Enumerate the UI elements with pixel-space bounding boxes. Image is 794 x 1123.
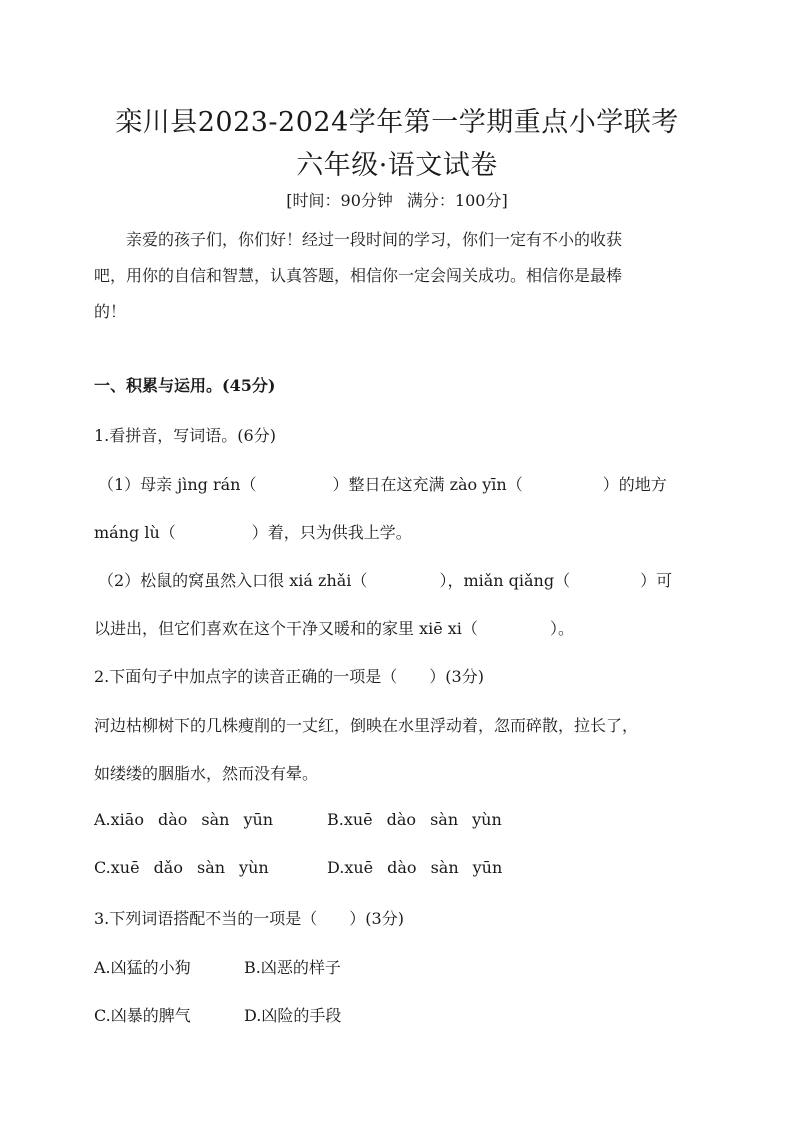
q1-p2-text-a: （2）松鼠的窝虽然入口很 xiá zhǎi（ bbox=[98, 571, 368, 590]
q2-option-a[interactable]: A.xiāo dào sàn yūn bbox=[94, 810, 274, 829]
q3-option-a[interactable]: A.凶猛的小狗 bbox=[94, 958, 191, 977]
intro-line-1: 亲爱的孩子们，你们好！经过一段时间的学习，你们一定有不小的收获 bbox=[126, 230, 623, 249]
q1-p2-text-d: 以进出，但它们喜欢在这个干净又暖和的家里 xiē xi（ bbox=[94, 619, 478, 638]
exam-subtitle: 六年级·语文试卷 bbox=[296, 150, 498, 181]
q1-p2-text-b: ），miǎn qiǎng（ bbox=[439, 571, 571, 590]
q1-p1-text-a: （1）母亲 jìng rán（ bbox=[98, 475, 257, 494]
q3-stem: 3.下列词语搭配不当的一项是（ ）(3分) bbox=[94, 909, 404, 928]
q3-options-row-2 bbox=[94, 1003, 341, 1026]
q1-p2-text-c: ）可 bbox=[640, 571, 673, 590]
q2-options-row-1 bbox=[94, 810, 502, 829]
q2-option-d[interactable]: D.xuē dào sàn yūn bbox=[327, 858, 503, 877]
q1-p2-text-e: ）。 bbox=[549, 619, 574, 638]
intro-line-2: 吧，用你的自信和智慧，认真答题，相信你一定会闯关成功。相信你是最棒 bbox=[94, 266, 623, 285]
q2-stem: 2.下面句子中加点字的读音正确的一项是（ ）(3分) bbox=[94, 667, 484, 686]
q1-stem: 1.看拼音，写词语。(6分) bbox=[94, 426, 276, 445]
intro-line-3: 的！ bbox=[94, 302, 127, 321]
section-heading: 一、积累与运用。(45分) bbox=[94, 376, 276, 395]
exam-score: 满分：100分] bbox=[406, 191, 508, 210]
q2-option-b[interactable]: B.xuē dào sàn yùn bbox=[327, 810, 502, 829]
q3-option-c[interactable]: C.凶暴的脾气 bbox=[94, 1006, 191, 1025]
q1-part2-line1 bbox=[98, 568, 672, 591]
q3-option-b[interactable]: B.凶恶的样子 bbox=[244, 958, 341, 977]
exam-meta bbox=[0, 188, 794, 211]
q1-p1-text-b: ）整日在这充满 zào yīn（ bbox=[332, 475, 523, 494]
q1-p1-text-e: ）着，只为供我上学。 bbox=[251, 523, 412, 542]
q1-part1-line2 bbox=[94, 520, 412, 543]
exam-title: 栾川县2023-2024学年第一学期重点小学联考 bbox=[115, 107, 679, 138]
q1-p1-text-c: ）的地方 bbox=[602, 475, 667, 494]
q2-options-row-2 bbox=[94, 858, 502, 877]
q1-part1-line1 bbox=[98, 472, 667, 495]
q3-option-d[interactable]: D.凶险的手段 bbox=[244, 1006, 342, 1025]
q1-part2-line2 bbox=[94, 616, 574, 639]
q2-sentence-line-1: 河边枯柳树下的几株瘦削的一丈红，倒映在水里浮动着，忽而碎散，拉长了， bbox=[94, 716, 639, 735]
q2-option-c[interactable]: C.xuē dǎo sàn yùn bbox=[94, 858, 269, 877]
q2-sentence-line-2: 如缕缕的胭脂水，然而没有晕。 bbox=[94, 764, 319, 783]
exam-time: [时间：90分钟 bbox=[286, 191, 393, 210]
q3-options-row-1 bbox=[94, 955, 341, 978]
q1-p1-text-d: máng lù（ bbox=[94, 523, 176, 542]
